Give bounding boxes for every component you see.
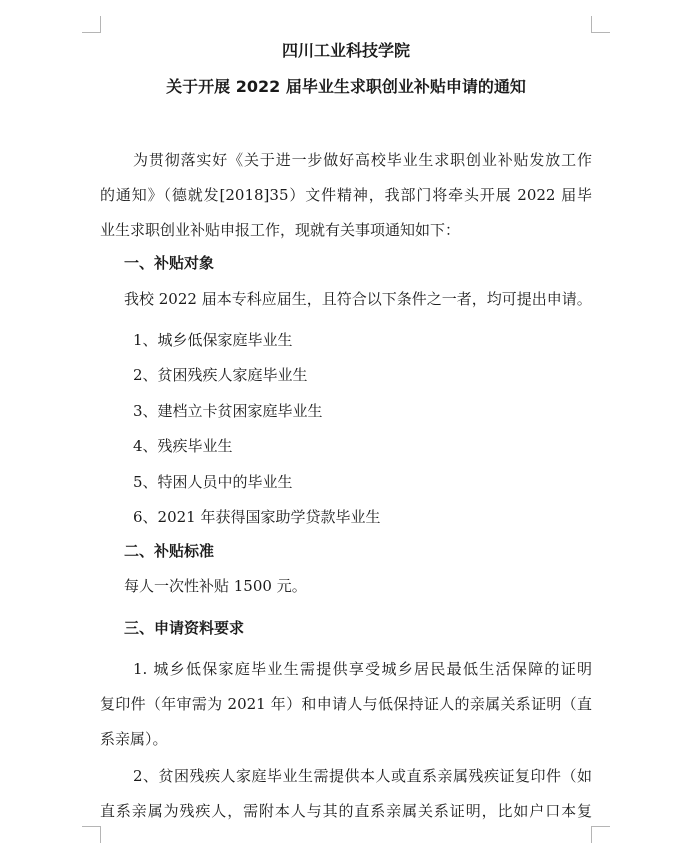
list-item: 1、城乡低保家庭毕业生 [133,331,293,349]
list-item: 6、2021 年获得国家助学贷款毕业生 [133,508,381,526]
section1-heading: 一、补贴对象 [124,254,215,272]
title-school: 四川工业科技学院 [281,41,410,60]
crop-mark-top-left [82,16,101,33]
section3-para1-line-1: 1. 城乡低保家庭毕业生需提供享受城乡居民最低生活保障的证明 [133,660,592,678]
title-notice: 关于开展 2022 届毕业生求职创业补贴申请的通知 [166,77,526,96]
section3-para1-line-3: 系亲属）。 [100,730,168,748]
crop-mark-top-right [591,16,610,33]
section3-heading: 三、申请资料要求 [124,619,245,637]
list-item: 2、贫困残疾人家庭毕业生 [133,366,308,384]
intro-line-1: 为贯彻落实好《关于进一步做好高校毕业生求职创业补贴发放工作 [133,151,592,169]
intro-line-3: 业生求职创业补贴申报工作，现就有关事项通知如下： [100,221,461,239]
section3-para2-line-1: 2、贫困残疾人家庭毕业生需提供本人或直系亲属残疾证复印件（如 [133,767,592,785]
intro-line-2: 的通知》（德就发[2018]35）文件精神，我部门将牵头开展 2022 届毕 [100,186,592,204]
list-item: 5、特困人员中的毕业生 [133,473,293,491]
list-item: 3、建档立卡贫困家庭毕业生 [133,402,323,420]
section2-heading: 二、补贴标准 [124,542,215,560]
section3-para2-line-2: 直系亲属为残疾人，需附本人与其的直系亲属关系证明，比如户口本复 [100,802,592,820]
crop-mark-bottom-left [82,826,101,843]
crop-mark-bottom-right [591,826,610,843]
list-item: 4、残疾毕业生 [133,437,233,455]
section1-text: 我校 2022 届本专科应届生，且符合以下条件之一者，均可提出申请。 [124,290,592,308]
section2-text: 每人一次性补贴 1500 元。 [124,577,307,595]
section3-para1-line-2: 复印件（年审需为 2021 年）和申请人与低保持证人的亲属关系证明（直 [100,695,592,713]
